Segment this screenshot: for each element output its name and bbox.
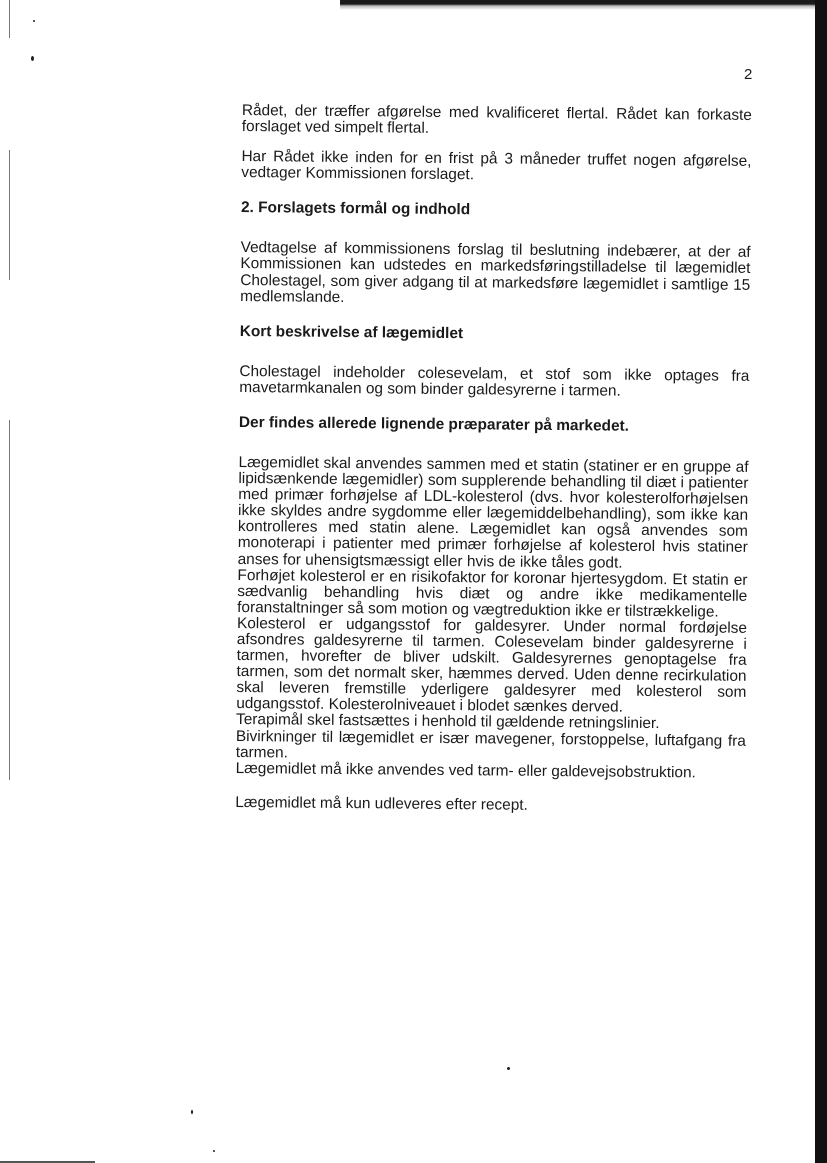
- paragraph: Forhøjet kolesterol er en risikofaktor for koronar hjertesygdom. Et statin er sædvanlig behandling hvis diæt og andre ikke medikamentelle foranstaltninger så som motion og vægtreduktion ikke er tilstrækkelige.: [237, 566, 748, 621]
- paragraph: Cholestagel indeholder colesevelam, et stof som ikke optages fra mavetarmkanalen og som binder galdesyrerne i tarmen.: [239, 362, 750, 400]
- scan-speck: [31, 56, 34, 61]
- paragraph: Lægemidlet skal anvendes sammen med et statin (statiner er en gruppe af lipidsænkende lægemidler) som supplerende behandling til diæt i patienter med primær forhøjelse af LDL-kolesterol (dvs. hvor kolesterolforhøjelsen ikke skyldes andre sygdomme eller lægemiddelbehandling), som ikke kan kontrolleres med statin alene. Lægemidlet kan også anvendes som monoterapi i patienter med primær forhøjelse af kolesterol hvis statiner anses for uhensigtsmæssigt eller hvis de ikke tåles godt.: [237, 453, 749, 572]
- scan-speck: [213, 1150, 215, 1152]
- paragraph: Terapimål skel fastsættes i henhold til gældende retningslinier.: [235, 711, 660, 733]
- paragraph: Vedtagelse af kommissionens forslag til beslutning indebærer, at der af Kommissionen kan udstedes en markedsføringstilladelse til lægemidlet Cholestagel, som giver adgang til at markedsføre lægemidlet i samtlige 15 medlemslande.: [240, 239, 751, 306]
- scan-edge-left-mark: [9, 420, 10, 780]
- section-heading: 2. Forslagets formål og indhold: [240, 199, 471, 219]
- paragraph: Rådet, der træffer afgørelse med kvalificeret flertal. Rådet kan forkaste forslaget ved simpelt flertal.: [241, 102, 752, 137]
- scan-speck: [33, 20, 35, 22]
- scan-speck: [191, 1110, 193, 1114]
- document-body: [235, 103, 752, 816]
- paragraph: Lægemidlet må kun udleveres efter recept.: [235, 793, 528, 814]
- paragraph: Bivirkninger til lægemidlet er især mavegener, forstoppelse, luftafgang fra tarmen.: [235, 727, 746, 762]
- page-number: 2: [744, 66, 753, 83]
- paragraph: Har Rådet ikke inden for en frist på 3 måneder truffet nogen afgørelse, vedtager Kommissionen forslaget.: [241, 148, 752, 184]
- section-heading: Der findes allerede lignende præparater på markedet.: [238, 413, 630, 435]
- section-heading: Kort beskrivelse af lægemidlet: [239, 322, 464, 342]
- scan-edge-left-mark: [9, 0, 10, 38]
- scan-edge-right: [815, 0, 827, 1163]
- scan-edge-top: [340, 0, 827, 10]
- paragraph: Kolesterol er udgangsstof for galdesyrer. Under normal fordøjelse afsondres galdesyrerne til tarmen. Colesevelam binder galdesyrerne i tarmen, hvorefter de bliver udskilt. Galdesyrernes genoptagelse fra tarmen, som det normalt sker, hæmmes derved. Uden denne recirkulation skal leveren fremstille yderligere galdesyrer med kolesterol som udgangsstof. Kolesterolniveauet i blodet sænkes derved.: [236, 614, 748, 717]
- paragraph: Lægemidlet må ikke anvendes ved tarm- eller galdevejsobstruktion.: [235, 759, 696, 782]
- scan-speck: [507, 1067, 510, 1070]
- scan-edge-left-mark: [9, 150, 10, 280]
